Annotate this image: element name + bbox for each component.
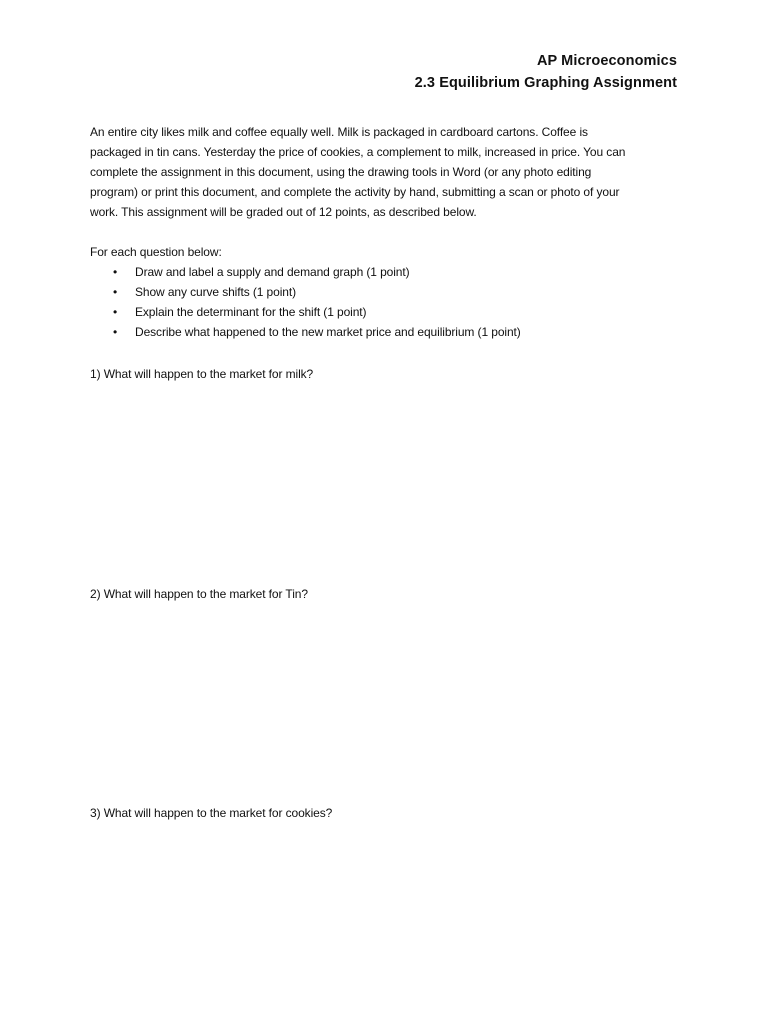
bullet-icon: •: [113, 265, 118, 279]
intro-line: complete the assignment in this document, using the drawing tools in Word (or any photo editing: [90, 165, 592, 179]
list-item: [90, 262, 690, 282]
intro-line: program) or print this document, and complete the activity by hand, submitting a scan or photo of your: [90, 185, 620, 199]
criteria-text: Draw and label a supply and demand graph (1 point): [135, 265, 410, 279]
instructions-lead: For each question below:: [90, 245, 222, 259]
bullet-icon: •: [113, 305, 118, 319]
assignment-title: 2.3 Equilibrium Graphing Assignment: [414, 75, 677, 91]
intro-line: An entire city likes milk and coffee equally well. Milk is packaged in cardboard cartons. Coffee is: [90, 125, 588, 139]
question-1: 1) What will happen to the market for milk?: [90, 367, 314, 381]
instructions-block: [90, 242, 690, 342]
answer-area-2[interactable]: [90, 606, 678, 796]
bullet-icon: •: [113, 325, 118, 339]
list-item: [90, 282, 690, 302]
criteria-text: Show any curve shifts (1 point): [135, 285, 296, 299]
course-title: AP Microeconomics: [536, 53, 677, 69]
criteria-text: Describe what happened to the new market price and equilibrium (1 point): [135, 325, 521, 339]
criteria-list: [90, 262, 690, 342]
intro-paragraph: [90, 122, 690, 222]
list-item: [90, 302, 690, 322]
question-3: 3) What will happen to the market for cookies?: [90, 806, 333, 820]
question-2: 2) What will happen to the market for Tin?: [90, 587, 308, 601]
document-header: [415, 50, 677, 94]
list-item: [90, 322, 690, 342]
bullet-icon: •: [113, 285, 118, 299]
answer-area-1[interactable]: [90, 386, 678, 576]
answer-area-3[interactable]: [90, 825, 678, 1005]
intro-line: work. This assignment will be graded out of 12 points, as described below.: [90, 205, 477, 219]
criteria-text: Explain the determinant for the shift (1 point): [135, 305, 367, 319]
intro-line: packaged in tin cans. Yesterday the price of cookies, a complement to milk, increased in price. You can: [90, 145, 626, 159]
